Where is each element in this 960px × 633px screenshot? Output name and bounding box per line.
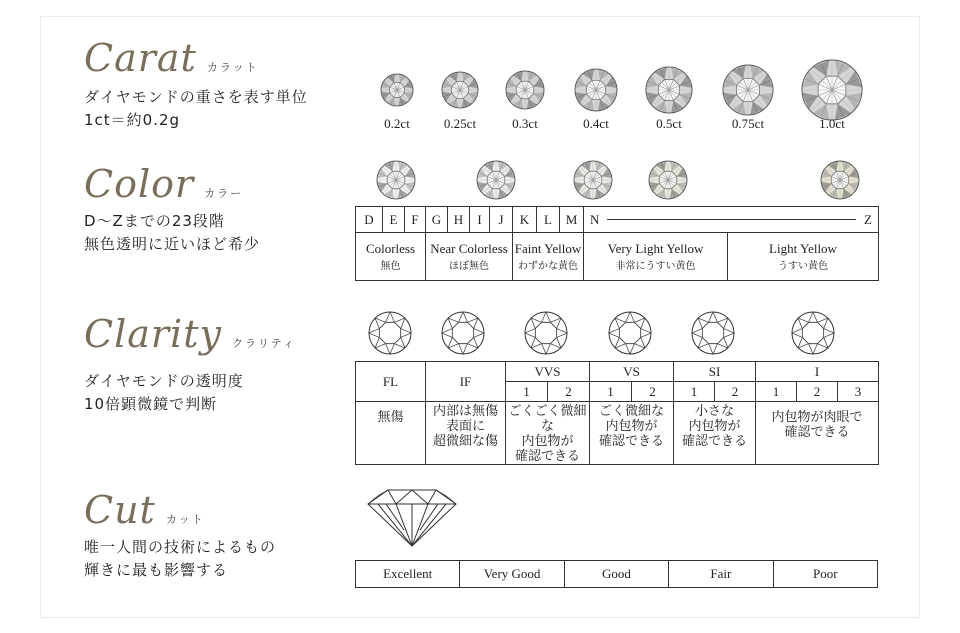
clarity-kana: クラリティ bbox=[231, 337, 296, 350]
cut-grade-very-good: Very Good bbox=[460, 561, 564, 588]
color-grade-h: H bbox=[448, 207, 470, 233]
color-group-light-yellow bbox=[728, 233, 879, 281]
color-gem-icon bbox=[376, 160, 416, 200]
note-line: 内包物が bbox=[688, 419, 741, 434]
clarity-note-i bbox=[756, 402, 879, 465]
carat-description bbox=[84, 86, 308, 132]
color-grade-i: I bbox=[470, 207, 490, 233]
clarity-gem-outline-icon bbox=[608, 311, 652, 355]
carat-size-label: 0.5ct bbox=[656, 116, 682, 131]
note-line: 内包物が bbox=[521, 434, 574, 449]
carat-gem-icon bbox=[801, 59, 863, 121]
clarity-note-fl bbox=[356, 402, 426, 465]
clarity-grade-i: I bbox=[756, 362, 879, 382]
carat-desc-line1: ダイヤモンドの重さを表す単位 bbox=[84, 88, 308, 106]
color-grade-m: M bbox=[560, 207, 584, 233]
color-range-line bbox=[607, 219, 856, 220]
carat-gem-icon bbox=[441, 71, 479, 109]
carat-size-label: 0.4ct bbox=[583, 116, 609, 131]
note-line: 確認できる bbox=[784, 425, 850, 440]
carat-size-label: 0.3ct bbox=[512, 116, 538, 131]
color-heading bbox=[84, 162, 243, 206]
clarity-gem-outline-icon bbox=[691, 311, 735, 355]
color-title: Color bbox=[84, 162, 195, 206]
color-desc-line2: 無色透明に近いほど希少 bbox=[84, 235, 261, 253]
cut-title: Cut bbox=[84, 488, 156, 532]
color-desc-line1: D〜Zまでの23段階 bbox=[84, 212, 225, 230]
clarity-grade-vvs: VVS bbox=[506, 362, 590, 382]
color-group-en: Faint Yellow bbox=[514, 241, 582, 256]
note-line: 確認できる bbox=[515, 449, 581, 464]
color-group-faint-yellow bbox=[513, 233, 584, 281]
note-line: ごく微細な bbox=[599, 404, 665, 419]
clarity-gem-outline-icon bbox=[791, 311, 835, 355]
carat-gem-icon bbox=[574, 68, 618, 112]
carat-gem-icon bbox=[722, 64, 774, 116]
color-group-en: Very Light Yellow bbox=[607, 241, 704, 256]
color-grade-z: Z bbox=[864, 211, 872, 227]
clarity-grade-vs: VS bbox=[590, 362, 674, 382]
color-grade-d: D bbox=[356, 207, 383, 233]
clarity-note-vs bbox=[590, 402, 674, 465]
color-grade-f: F bbox=[405, 207, 426, 233]
clarity-grade-table bbox=[355, 361, 879, 465]
note-line: 表面に bbox=[445, 419, 485, 434]
color-group-en: Light Yellow bbox=[769, 241, 837, 256]
clarity-note-vvs bbox=[506, 402, 590, 465]
clarity-heading bbox=[84, 312, 296, 356]
clarity-note-si bbox=[674, 402, 756, 465]
cut-grade-good: Good bbox=[564, 561, 668, 588]
color-gem-icon bbox=[820, 160, 860, 200]
color-group-ja: わずかな黄色 bbox=[518, 261, 578, 272]
note-line: 内包物が bbox=[605, 419, 658, 434]
color-group-near-colorless bbox=[426, 233, 513, 281]
note-line: 内包物が肉眼で bbox=[771, 410, 863, 425]
cut-grade-table bbox=[355, 560, 878, 588]
clarity-sub-i3: 3 bbox=[838, 382, 879, 402]
color-group-ja: うすい黄色 bbox=[778, 261, 828, 272]
clarity-gem-outline-icon bbox=[441, 311, 485, 355]
note-line: 確認できる bbox=[599, 434, 665, 449]
note-line: 小さな bbox=[695, 404, 735, 419]
note-line: 確認できる bbox=[682, 434, 748, 449]
color-grade-j: J bbox=[490, 207, 513, 233]
carat-heading bbox=[84, 36, 259, 80]
carat-size-label: 0.75ct bbox=[731, 116, 765, 131]
clarity-grade-if: IF bbox=[426, 362, 506, 402]
color-group-ja: ほぼ無色 bbox=[449, 261, 489, 272]
clarity-sub-si1: 1 bbox=[674, 382, 715, 402]
diamond-profile-icon bbox=[366, 486, 458, 548]
color-group-en: Colorless bbox=[365, 241, 416, 256]
color-group-very-light-yellow bbox=[584, 233, 728, 281]
color-gem-icon bbox=[476, 160, 516, 200]
color-group-ja: 無色 bbox=[380, 261, 401, 272]
color-kana: カラー bbox=[204, 187, 244, 200]
color-gem-icon bbox=[573, 160, 613, 200]
color-group-colorless bbox=[356, 233, 426, 281]
color-gem-icon bbox=[648, 160, 688, 200]
clarity-gem-outline-icon bbox=[368, 311, 412, 355]
carat-desc-line2: 1ct＝約0.2g bbox=[84, 111, 181, 129]
clarity-sub-vvs1: 1 bbox=[506, 382, 548, 402]
cut-heading bbox=[84, 488, 205, 532]
color-grade-n-to-z bbox=[584, 207, 879, 233]
color-group-ja: 非常にうすい黄色 bbox=[615, 261, 696, 272]
carat-size-label: 1.0ct bbox=[819, 116, 845, 131]
color-grade-l: L bbox=[537, 207, 560, 233]
clarity-sub-vs2: 2 bbox=[632, 382, 674, 402]
cut-grade-fair: Fair bbox=[669, 561, 773, 588]
carat-size-label: 0.25ct bbox=[443, 116, 477, 131]
cut-kana: カット bbox=[165, 513, 205, 526]
color-description bbox=[84, 210, 260, 256]
color-grade-e: E bbox=[383, 207, 405, 233]
carat-size-label: 0.2ct bbox=[384, 116, 410, 131]
carat-title: Carat bbox=[84, 36, 197, 80]
color-grade-k: K bbox=[513, 207, 537, 233]
clarity-grade-si: SI bbox=[674, 362, 756, 382]
carat-gem-icon bbox=[380, 73, 414, 107]
clarity-sub-si2: 2 bbox=[715, 382, 756, 402]
cut-grade-poor: Poor bbox=[773, 561, 877, 588]
color-grade-n: N bbox=[590, 211, 600, 227]
note-line: ごくごく微細な bbox=[508, 404, 587, 434]
carat-gem-icon bbox=[505, 70, 545, 110]
clarity-title: Clarity bbox=[84, 312, 222, 356]
note-line: 内部は無傷 bbox=[432, 404, 498, 419]
cut-desc-line2: 輝きに最も影響する bbox=[84, 561, 229, 579]
carat-gem-icon bbox=[645, 66, 693, 114]
color-grade-table bbox=[355, 206, 879, 281]
clarity-note-if bbox=[426, 402, 506, 465]
clarity-sub-vvs2: 2 bbox=[548, 382, 590, 402]
cut-description bbox=[84, 536, 276, 582]
color-grade-g: G bbox=[426, 207, 448, 233]
cut-desc-line1: 唯一人間の技術によるもの bbox=[84, 538, 277, 556]
clarity-desc-line1: ダイヤモンドの透明度 bbox=[84, 372, 244, 390]
note-line: 無傷 bbox=[377, 410, 404, 425]
carat-kana: カラット bbox=[206, 61, 259, 74]
clarity-gem-outline-icon bbox=[524, 311, 568, 355]
cut-grade-excellent: Excellent bbox=[356, 561, 460, 588]
clarity-desc-line2: 10倍顕微鏡で判断 bbox=[84, 395, 218, 413]
clarity-description bbox=[84, 370, 244, 416]
clarity-sub-i2: 2 bbox=[797, 382, 838, 402]
clarity-sub-i1: 1 bbox=[756, 382, 797, 402]
color-group-en: Near Colorless bbox=[430, 241, 508, 256]
clarity-grade-fl: FL bbox=[356, 362, 426, 402]
clarity-sub-vs1: 1 bbox=[590, 382, 632, 402]
note-line: 超微細な傷 bbox=[432, 434, 498, 449]
